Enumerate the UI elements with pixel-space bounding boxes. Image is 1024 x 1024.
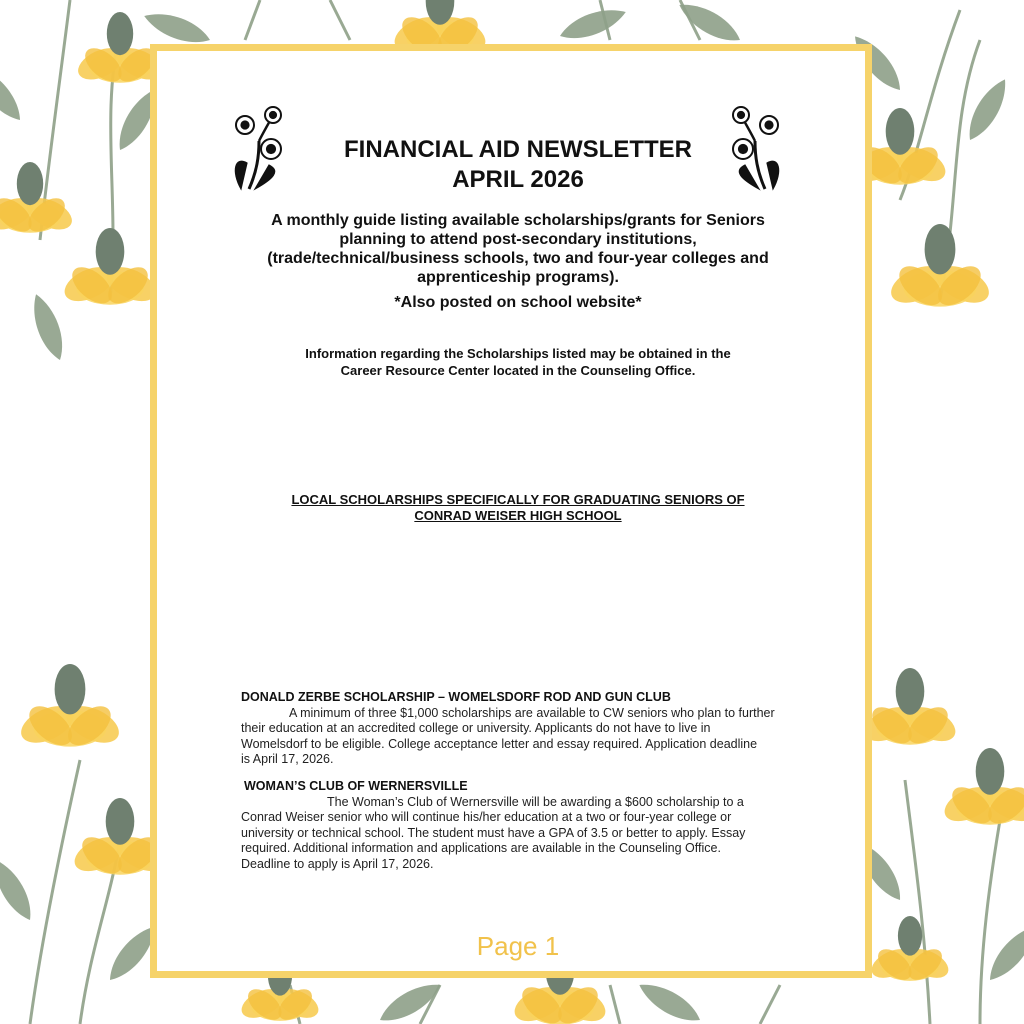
scholarship-text: Conrad Weiser senior who will continue his/her education at a two or four-year college or — [241, 810, 732, 824]
local-scholarships-heading — [217, 492, 819, 524]
info-line: Career Resource Center located in the Counseling Office. — [340, 363, 696, 378]
subtitle-line: planning to attend post-secondary institutions, — [339, 231, 697, 248]
subtitle-line: (trade/technical/business schools, two and four-year colleges and — [267, 250, 769, 267]
newsletter-page — [150, 44, 872, 978]
subtitle-line: apprenticeship programs). — [417, 269, 619, 286]
scholarship-entry-womans-club — [241, 779, 799, 872]
scholarship-entry-zerbe — [241, 690, 799, 768]
scholarship-text: university or technical school. The student must have a GPA of 3.5 or better to apply. Essay — [241, 825, 746, 840]
scholarship-name: DONALD ZERBE SCHOLARSHIP – WOMELSDORF ROD AND GUN CLUB — [241, 690, 671, 704]
page-number: Page 1 — [476, 931, 560, 961]
scholarship-text: A minimum of three $1,000 scholarships are available to CW seniors who plan to further — [289, 705, 775, 720]
info-note — [247, 345, 789, 379]
heading-line: LOCAL SCHOLARSHIPS SPECIFICALLY FOR GRADUATING SENIORS OF — [291, 492, 745, 507]
newsletter-title — [157, 135, 879, 195]
scholarship-text: is April 17, 2026. — [241, 752, 334, 766]
scholarship-text: The Woman’s Club of Wernersville will be awarding a $600 scholarship to a — [327, 794, 744, 809]
info-line: Information regarding the Scholarships listed may be obtained in the — [305, 346, 731, 361]
scholarship-text: Deadline to apply is April 17, 2026. — [241, 856, 434, 871]
title-line-2: APRIL 2026 — [452, 166, 584, 193]
newsletter-subtitle — [227, 211, 809, 287]
posted-note: *Also posted on school website* — [394, 294, 642, 311]
scholarship-text: Womelsdorf to be eligible. College acceptance letter and essay required. Application deadline — [241, 736, 758, 751]
scholarship-name: WOMAN’S CLUB OF WERNERSVILLE — [244, 779, 468, 793]
subtitle-line: A monthly guide listing available scholarships/grants for Seniors — [271, 212, 765, 229]
scholarship-text: required. Additional information and applications are available in the Counseling Office. — [241, 841, 721, 855]
heading-line: CONRAD WEISER HIGH SCHOOL — [414, 508, 622, 523]
title-line-1: FINANCIAL AID NEWSLETTER — [344, 136, 692, 163]
scholarship-text: their education at an accredited college or university. Applicants do not have to live in — [241, 721, 711, 735]
